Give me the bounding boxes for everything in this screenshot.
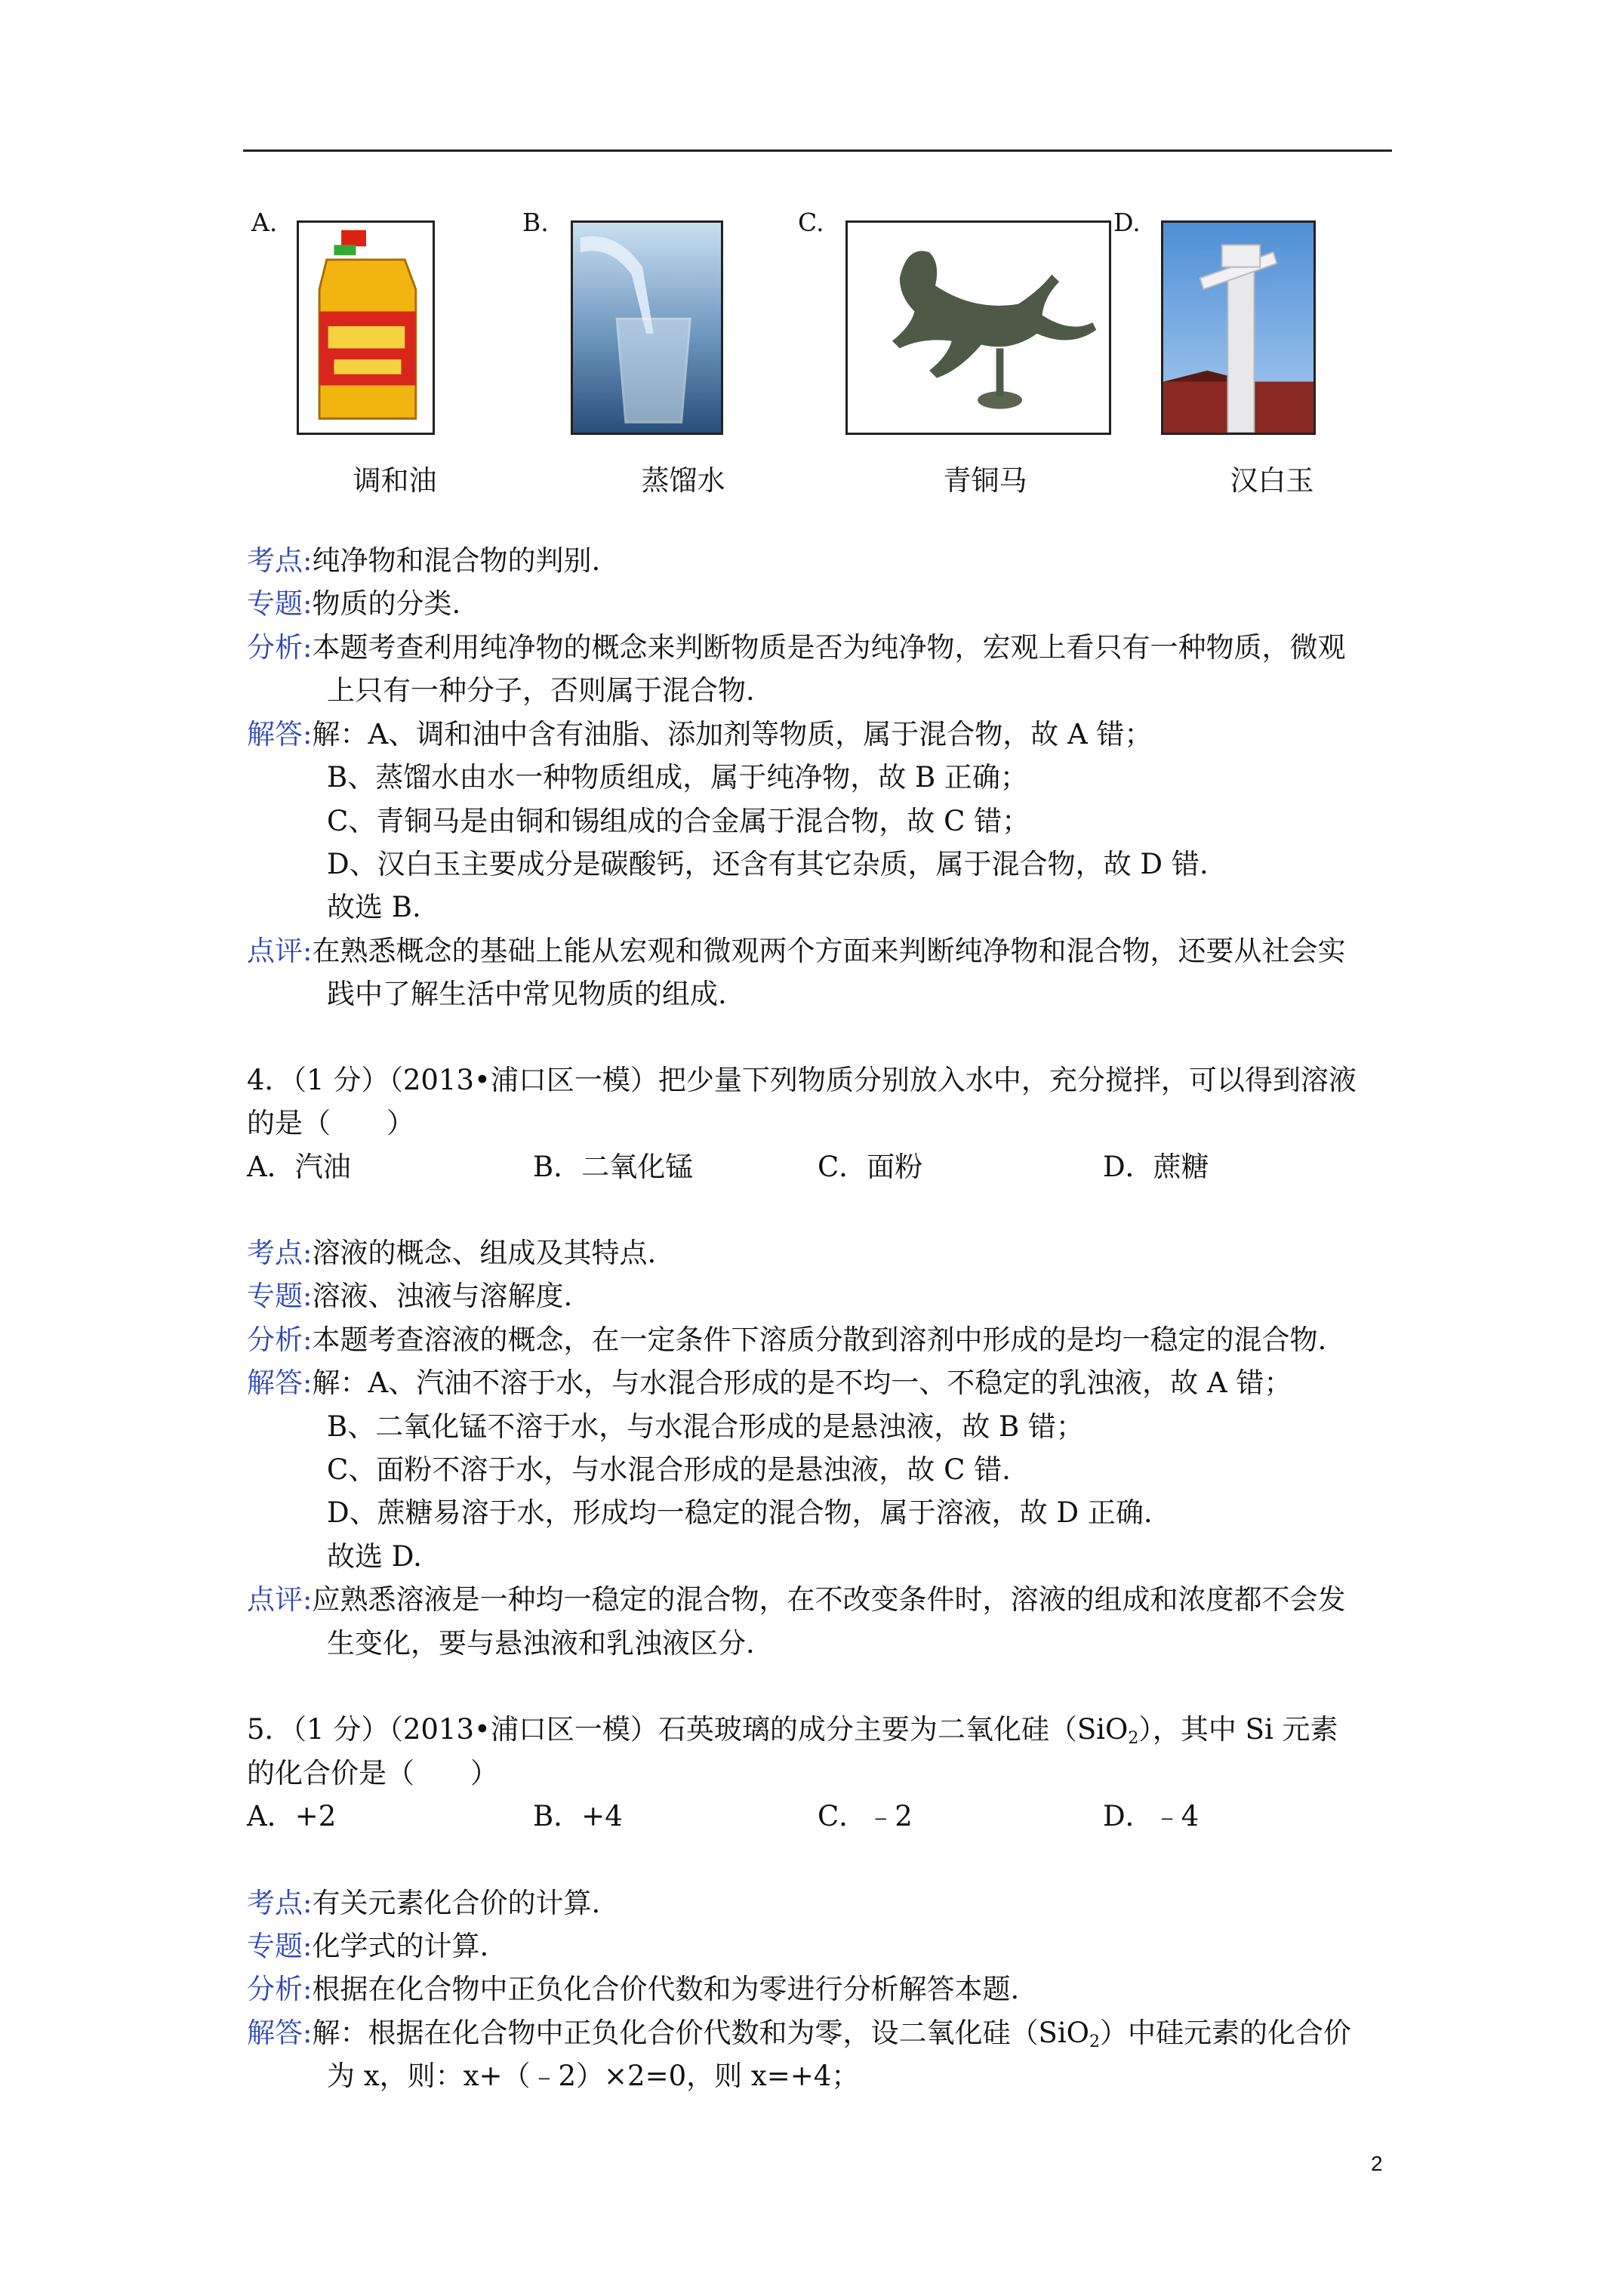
zhuanti-tag: 专题: [247, 1930, 313, 1962]
q5-kaodian-row [247, 1889, 600, 1917]
q4-dianping-row [247, 1583, 1346, 1616]
jieda-tag: 解答: [247, 1367, 313, 1399]
q4-dianping-cont: 生变化，要与悬浊液和乳浊液区分. [327, 1627, 755, 1660]
jieda-text: 解：A、汽油不溶于水，与水混合形成的是不均一、不稳定的乳浊液，故 A 错； [312, 1367, 1292, 1399]
zhuanti-tag: 专题: [247, 587, 313, 620]
option-d-caption: 汉白玉 [1230, 464, 1314, 497]
jieda-text: 解：根据在化合物中正负化合价代数和为零，设二氧化硅（SiO [312, 2017, 1089, 2049]
kaodian-tag: 考点: [247, 544, 313, 577]
kaodian-text: 纯净物和混合物的判别. [312, 544, 601, 577]
q4-jieda-line: B、二氧化锰不溶于水，与水混合形成的是悬浊液，故 B 错； [327, 1410, 1084, 1443]
q3-jieda-line: C、青铜马是由铜和锡组成的合金属于混合物，故 C 错； [327, 805, 1030, 837]
q5-option-c: C．﹣2 [818, 1800, 913, 1832]
bronze-horse-image [845, 220, 1111, 435]
q5-option-d: D．﹣4 [1103, 1800, 1200, 1832]
zhuanti-text: 物质的分类. [312, 587, 461, 620]
header-rule [243, 149, 1392, 152]
q3-fenxi-cont: 上只有一种分子，否则属于混合物. [327, 674, 755, 707]
kaodian-tag: 考点: [247, 1237, 313, 1269]
q4-jieda-line: 故选 D. [327, 1540, 422, 1573]
zhuanti-tag: 专题: [247, 1280, 313, 1312]
option-b-caption: 蒸馏水 [641, 464, 725, 497]
kaodian-tag: 考点: [247, 1887, 313, 1919]
jieda-tag: 解答: [247, 2017, 313, 2049]
q4-jieda-line: D、蔗糖易溶于水，形成均一稳定的混合物，属于溶液，故 D 正确. [327, 1496, 1153, 1529]
q4-option-a: A．汽油 [247, 1151, 351, 1183]
fenxi-tag: 分析: [247, 1324, 313, 1356]
dianping-text: 在熟悉概念的基础上能从宏观和微观两个方面来判断纯净物和混合物，还要从社会实 [312, 935, 1346, 967]
option-c-caption: 青铜马 [943, 464, 1027, 497]
q4-zhuanti-row [247, 1282, 572, 1310]
option-b-letter: B. [522, 208, 549, 237]
q5-stem-part: ），其中 Si 元素 [1138, 1713, 1338, 1746]
q3-dianping-row [247, 937, 1345, 965]
q3-jieda-line: B、蒸馏水由水一种物质组成，属于纯净物，故 B 正确； [327, 761, 1028, 794]
dianping-tag: 点评: [247, 935, 313, 967]
q4-option-c: C．面粉 [818, 1151, 923, 1183]
q4-jieda-line: C、面粉不溶于水，与水混合形成的是悬浊液，故 C 错. [327, 1453, 1011, 1486]
white-jade-column-image [1161, 220, 1316, 435]
jieda-tag: 解答: [247, 718, 313, 750]
q5-option-a: A．+2 [247, 1800, 337, 1832]
q5-option-b: B．+4 [533, 1800, 623, 1832]
option-a-letter: A. [251, 208, 278, 237]
q3-dianping-cont: 践中了解生活中常见物质的组成. [327, 978, 727, 1010]
zhuanti-text: 化学式的计算. [312, 1930, 489, 1962]
option-a-caption: 调和油 [353, 464, 437, 497]
dianping-text: 应熟悉溶液是一种均一稳定的混合物，在不改变条件时，溶液的组成和浓度都不会发 [312, 1583, 1346, 1616]
q4-fenxi-row [247, 1326, 1326, 1354]
fenxi-text: 本题考查利用纯净物的概念来判断物质是否为纯净物，宏观上看只有一种物质，微观 [312, 631, 1346, 664]
subscript: 2 [1089, 2032, 1100, 2051]
q4-jieda-row [247, 1369, 1292, 1397]
q5-stem-cont: 的化合价是（ ） [247, 1757, 498, 1789]
q4-stem-cont: 的是（ ） [247, 1107, 414, 1139]
q3-jieda-line: 故选 B. [327, 891, 421, 923]
q4-option-b: B．二氧化锰 [533, 1151, 694, 1183]
fenxi-text: 根据在化合物中正负化合价代数和为零进行分析解答本题. [312, 1973, 1020, 2005]
oil-bottle-image [297, 220, 435, 435]
q3-jieda-line: D、汉白玉主要成分是碳酸钙，还含有其它杂质，属于混合物，故 D 错. [327, 848, 1209, 880]
q4-option-d: D．蔗糖 [1103, 1151, 1209, 1183]
option-c-letter: C. [798, 208, 824, 237]
q3-jieda-row [247, 720, 1152, 748]
q5-jieda-row [247, 2019, 1351, 2051]
q5-fenxi-row [247, 1975, 1019, 2003]
q3-kaodian-row [247, 544, 601, 577]
jieda-text: ）中硅元素的化合价 [1099, 2017, 1351, 2049]
kaodian-text: 溶液的概念、组成及其特点. [312, 1237, 657, 1269]
fenxi-tag: 分析: [247, 631, 313, 664]
zhuanti-text: 溶液、浊液与溶解度. [312, 1280, 573, 1312]
q5-jieda-line: 为 x，则：x+（﹣2）×2=0，则 x=+4； [327, 2060, 860, 2092]
q4-kaodian-row [247, 1239, 656, 1267]
q3-zhuanti-row [247, 587, 461, 620]
subscript: 2 [1128, 1729, 1139, 1748]
q5-stem-part: 5．（1 分）（2013•浦口区一模）石英玻璃的成分主要为二氧化硅（SiO [247, 1713, 1129, 1746]
q5-stem [247, 1715, 1338, 1747]
q4-stem: 4．（1 分）（2013•浦口区一模）把少量下列物质分别放入水中，充分搅拌，可以得到溶液 [247, 1064, 1357, 1096]
dianping-tag: 点评: [247, 1583, 313, 1616]
jieda-text: 解：A、调和油中含有油脂、添加剂等物质，属于混合物，故 A 错； [312, 718, 1153, 750]
kaodian-text: 有关元素化合价的计算. [312, 1887, 601, 1919]
option-d-letter: D. [1113, 208, 1141, 237]
q3-fenxi-row [247, 631, 1346, 664]
page-number: 2 [1371, 2152, 1383, 2175]
fenxi-text: 本题考查溶液的概念，在一定条件下溶质分散到溶剂中形成的是均一稳定的混合物. [312, 1324, 1327, 1356]
q5-zhuanti-row [247, 1932, 488, 1960]
distilled-water-image [571, 220, 723, 435]
fenxi-tag: 分析: [247, 1973, 313, 2005]
